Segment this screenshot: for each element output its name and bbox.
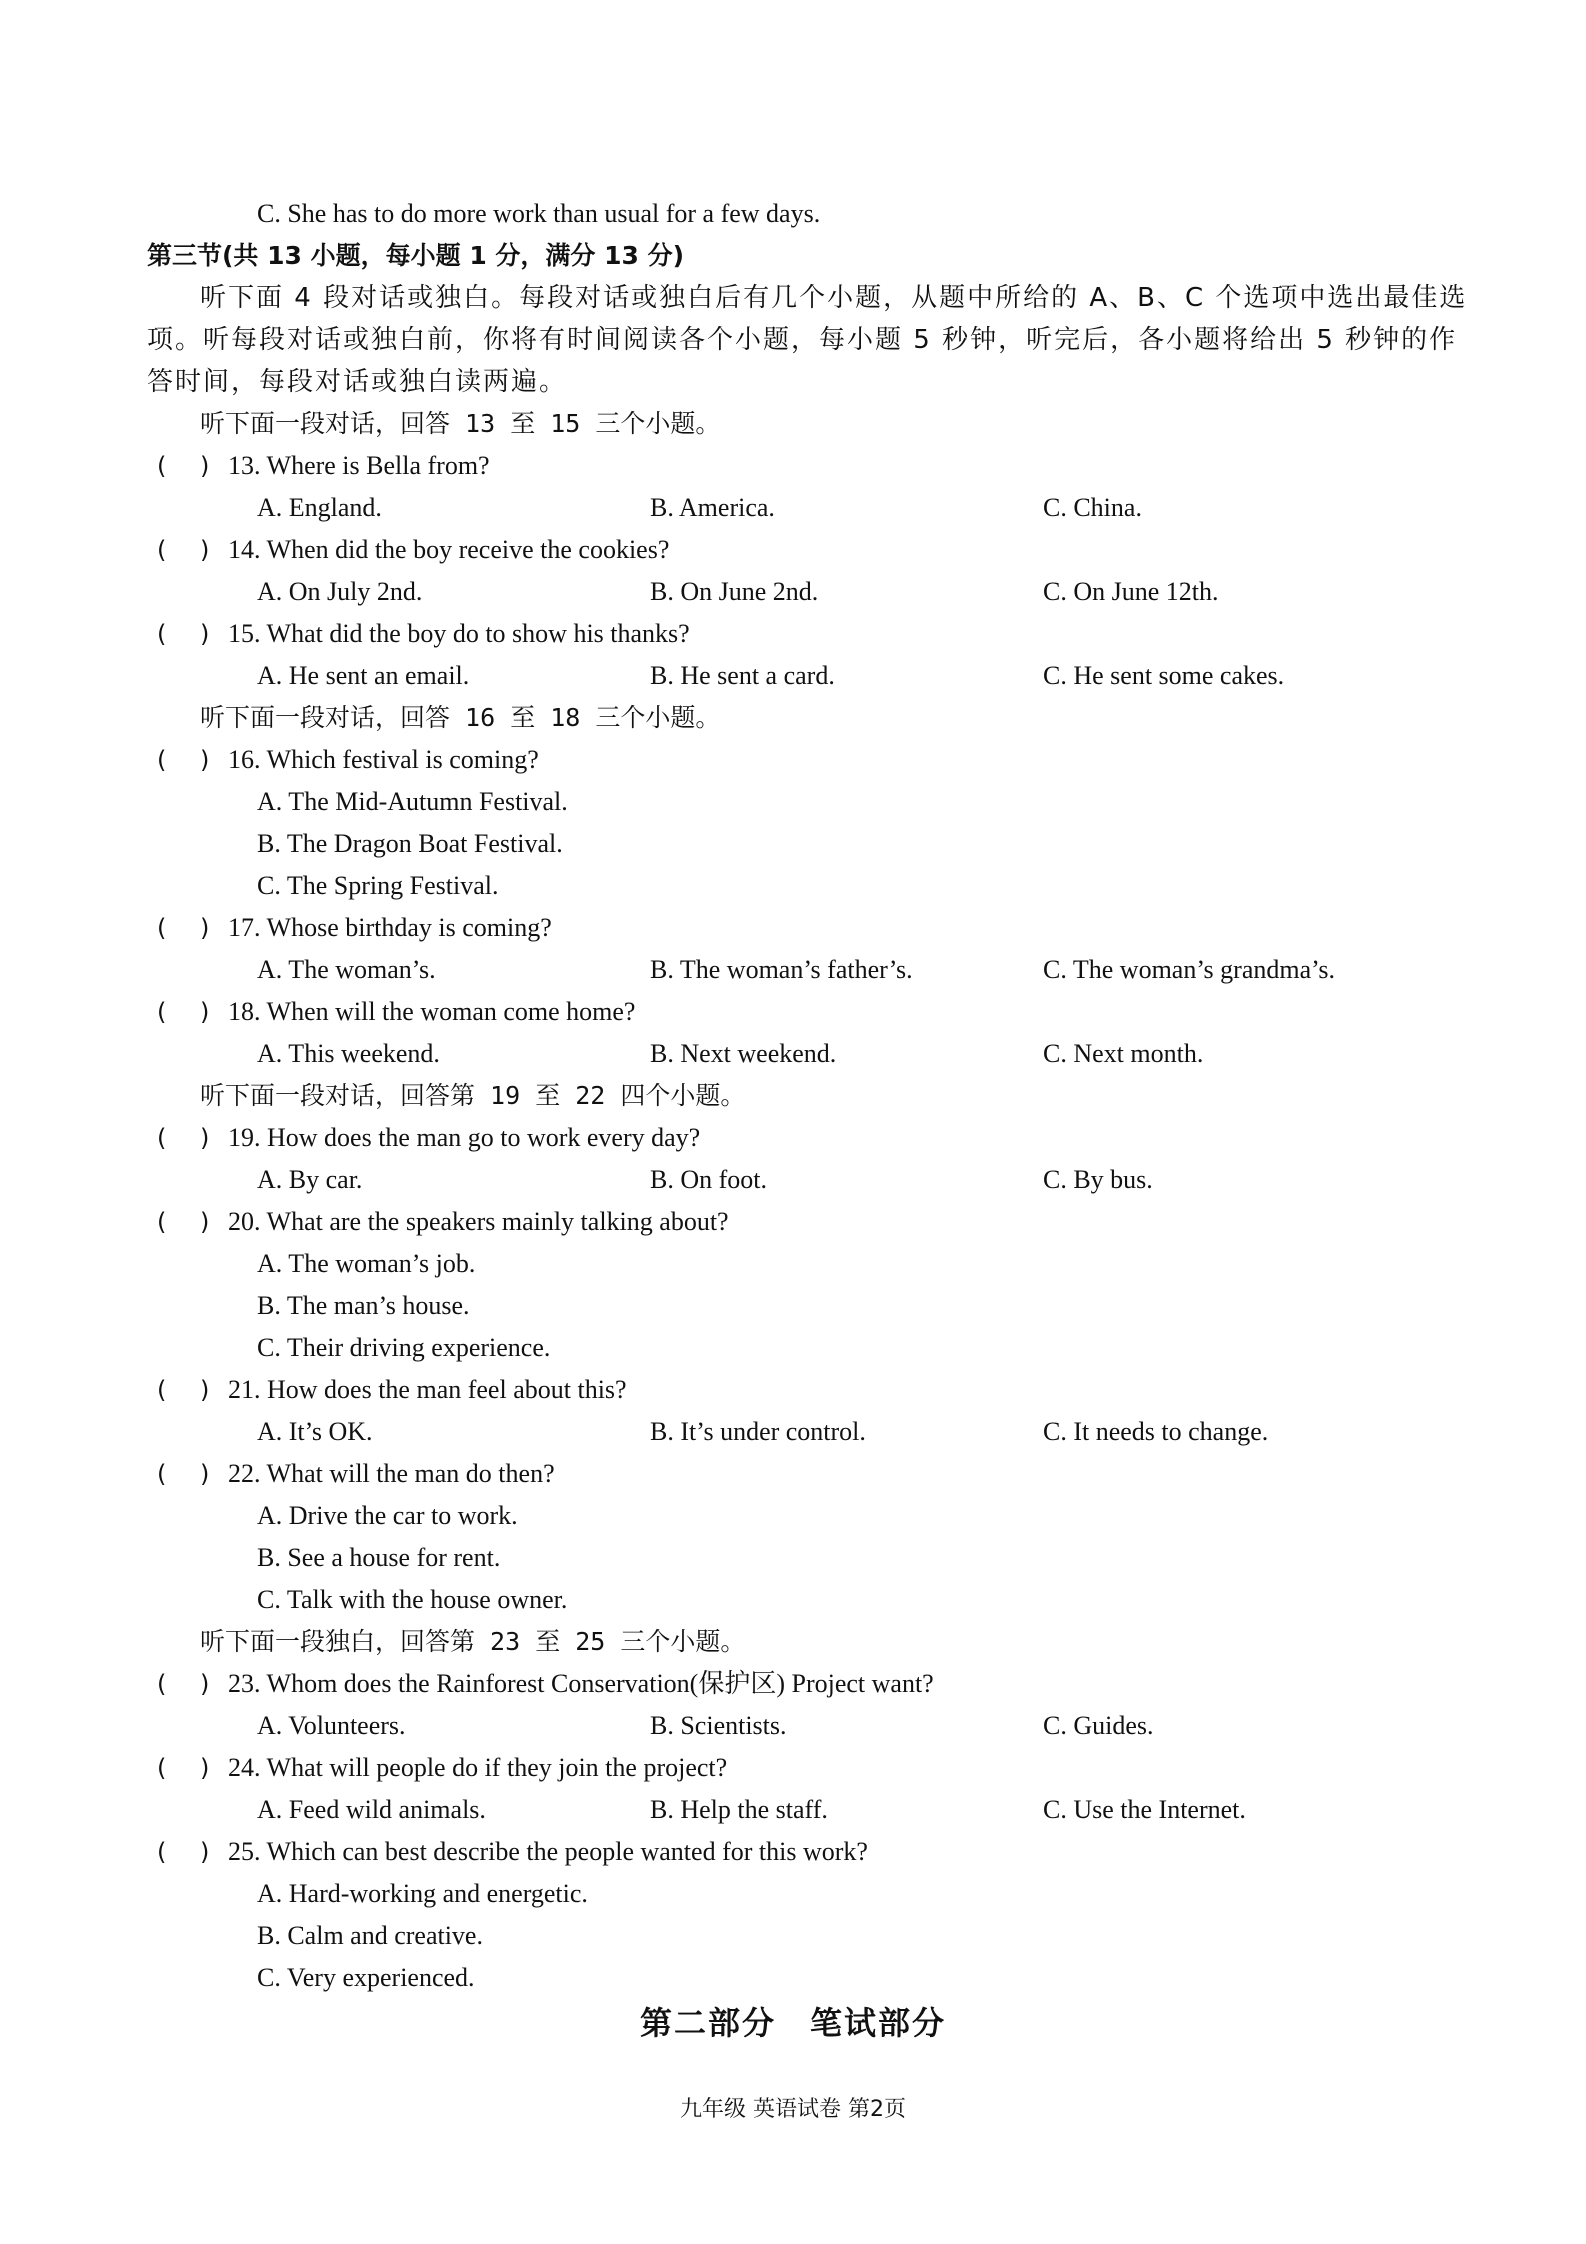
answer-blank-open: ( [157, 1838, 167, 1866]
option-c: C. Next month. [1043, 1039, 1204, 1068]
footer-line [0, 2088, 1586, 2128]
option-c: C. Use the Internet. [1043, 1795, 1246, 1824]
listening-direction-3: 听下面一段对话，回答第 19 至 22 四个小题。 [200, 1081, 746, 1110]
part-two-title: 第二部分 笔试部分 [639, 2004, 946, 2042]
question-text: 22. What will the man do then? [228, 1459, 555, 1488]
option-b: B. He sent a card. [650, 661, 835, 690]
previous-question-option-line [0, 194, 1586, 234]
listening-direction-1: 听下面一段对话，回答 13 至 15 三个小题。 [200, 409, 721, 438]
option-b: B. The man’s house. [257, 1291, 470, 1320]
option-c: C. The woman’s grandma’s. [1043, 955, 1335, 984]
question-25-option-b-line [0, 1916, 1586, 1956]
option-a: A. Volunteers. [257, 1711, 406, 1740]
option-a: A. It’s OK. [257, 1417, 373, 1446]
question-22 [0, 1454, 1586, 1494]
option-c: C. Their driving experience. [257, 1333, 551, 1362]
answer-blank-close: ) [200, 1208, 210, 1236]
question-18 [0, 992, 1586, 1032]
question-14-options [0, 572, 1586, 612]
option-c: C. Talk with the house owner. [257, 1585, 568, 1614]
option-b: B. It’s under control. [650, 1417, 866, 1446]
instruction-text-2: 项。听每段对话或独白前，你将有时间阅读各个小题，每小题 5 秒钟，听完后，各小题将给出 5 秒钟的作 [147, 325, 1458, 355]
answer-blank-close: ) [200, 998, 210, 1026]
option-a: A. England. [257, 493, 382, 522]
instruction-line-1 [0, 278, 1586, 318]
option-a: A. This weekend. [257, 1039, 440, 1068]
question-22-option-c-line [0, 1580, 1586, 1620]
question-20 [0, 1202, 1586, 1242]
question-text: 24. What will people do if they join the project? [228, 1753, 728, 1782]
direction-line-2 [0, 698, 1586, 738]
question-25-option-a-line [0, 1874, 1586, 1914]
direction-line-1 [0, 404, 1586, 444]
answer-blank-open: ( [157, 1460, 167, 1488]
option-c: C. Guides. [1043, 1711, 1154, 1740]
answer-blank-close: ) [200, 536, 210, 564]
section-heading-line [0, 236, 1586, 276]
question-text: 23. Whom does the Rainforest Conservation(保护区) Project want? [228, 1669, 934, 1698]
question-20-option-b-line [0, 1286, 1586, 1326]
option-c-previous: C. She has to do more work than usual for a few days. [257, 199, 821, 228]
question-17-options [0, 950, 1586, 990]
question-15-options [0, 656, 1586, 696]
question-17 [0, 908, 1586, 948]
option-b: B. On June 2nd. [650, 577, 819, 606]
option-a: A. The woman’s. [257, 955, 436, 984]
option-a: A. The woman’s job. [257, 1249, 476, 1278]
question-text: 14. When did the boy receive the cookies? [228, 535, 670, 564]
option-b: B. Calm and creative. [257, 1921, 483, 1950]
instruction-text-3: 答时间，每段对话或独白读两遍。 [147, 367, 568, 397]
question-13 [0, 446, 1586, 486]
answer-blank-open: ( [157, 914, 167, 942]
question-22-option-a-line [0, 1496, 1586, 1536]
question-text: 25. Which can best describe the people wanted for this work? [228, 1837, 868, 1866]
answer-blank-close: ) [200, 1838, 210, 1866]
question-text: 20. What are the speakers mainly talking about? [228, 1207, 729, 1236]
instruction-text-1: 听下面 4 段对话或独白。每段对话或独白后有几个小题，从题中所给的 A、B、C 个选项中选出最佳选 [200, 283, 1468, 313]
question-19 [0, 1118, 1586, 1158]
answer-blank-open: ( [157, 1670, 167, 1698]
question-23-options [0, 1706, 1586, 1746]
option-c: C. The Spring Festival. [257, 871, 499, 900]
option-a: A. On July 2nd. [257, 577, 423, 606]
question-text: 15. What did the boy do to show his thanks? [228, 619, 690, 648]
section-title: 第三节(共 13 小题，每小题 1 分，满分 13 分) [147, 241, 685, 270]
question-20-option-a-line [0, 1244, 1586, 1284]
option-c: C. By bus. [1043, 1165, 1153, 1194]
option-b: B. The woman’s father’s. [650, 955, 913, 984]
option-b: B. The Dragon Boat Festival. [257, 829, 563, 858]
answer-blank-open: ( [157, 746, 167, 774]
answer-blank-close: ) [200, 452, 210, 480]
part-two-heading-line [0, 1998, 1586, 2048]
answer-blank-open: ( [157, 620, 167, 648]
question-20-option-c-line [0, 1328, 1586, 1368]
option-a: A. Drive the car to work. [257, 1501, 518, 1530]
option-a: A. Hard-working and energetic. [257, 1879, 588, 1908]
answer-blank-open: ( [157, 998, 167, 1026]
option-c: C. He sent some cakes. [1043, 661, 1285, 690]
answer-blank-open: ( [157, 1124, 167, 1152]
question-text: 17. Whose birthday is coming? [228, 913, 552, 942]
question-13-options [0, 488, 1586, 528]
option-a: A. Feed wild animals. [257, 1795, 486, 1824]
question-22-option-b-line [0, 1538, 1586, 1578]
question-21 [0, 1370, 1586, 1410]
option-b: B. On foot. [650, 1165, 767, 1194]
question-16-option-a-line [0, 782, 1586, 822]
question-text: 21. How does the man feel about this? [228, 1375, 627, 1404]
direction-line-4 [0, 1622, 1586, 1662]
option-c: C. On June 12th. [1043, 577, 1219, 606]
answer-blank-close: ) [200, 1754, 210, 1782]
question-text: 16. Which festival is coming? [228, 745, 539, 774]
option-a: A. He sent an email. [257, 661, 470, 690]
question-16-option-c-line [0, 866, 1586, 906]
answer-blank-close: ) [200, 1376, 210, 1404]
answer-blank-open: ( [157, 1208, 167, 1236]
option-a: A. The Mid-Autumn Festival. [257, 787, 568, 816]
answer-blank-open: ( [157, 452, 167, 480]
question-16-option-b-line [0, 824, 1586, 864]
instruction-line-2 [0, 320, 1586, 360]
question-23 [0, 1664, 1586, 1704]
question-18-options [0, 1034, 1586, 1074]
question-15 [0, 614, 1586, 654]
option-b: B. Help the staff. [650, 1795, 828, 1824]
question-24-options [0, 1790, 1586, 1830]
answer-blank-close: ) [200, 1124, 210, 1152]
answer-blank-close: ) [200, 914, 210, 942]
question-25-option-c-line [0, 1958, 1586, 1998]
question-21-options [0, 1412, 1586, 1452]
question-25 [0, 1832, 1586, 1872]
answer-blank-close: ) [200, 620, 210, 648]
question-text: 18. When will the woman come home? [228, 997, 636, 1026]
question-14 [0, 530, 1586, 570]
answer-blank-close: ) [200, 1670, 210, 1698]
answer-blank-open: ( [157, 1754, 167, 1782]
answer-blank-open: ( [157, 1376, 167, 1404]
option-c: C. Very experienced. [257, 1963, 475, 1992]
answer-blank-close: ) [200, 1460, 210, 1488]
question-24 [0, 1748, 1586, 1788]
question-19-options [0, 1160, 1586, 1200]
page-footer: 九年级 英语试卷 第2页 [680, 2097, 906, 2122]
direction-line-3 [0, 1076, 1586, 1116]
option-b: B. Next weekend. [650, 1039, 837, 1068]
question-text: 13. Where is Bella from? [228, 451, 490, 480]
question-16 [0, 740, 1586, 780]
option-b: B. Scientists. [650, 1711, 787, 1740]
answer-blank-open: ( [157, 536, 167, 564]
listening-direction-4: 听下面一段独白，回答第 23 至 25 三个小题。 [200, 1627, 746, 1656]
listening-direction-2: 听下面一段对话，回答 16 至 18 三个小题。 [200, 703, 721, 732]
question-text: 19. How does the man go to work every day? [228, 1123, 701, 1152]
option-c: C. It needs to change. [1043, 1417, 1269, 1446]
option-b: B. America. [650, 493, 775, 522]
answer-blank-close: ) [200, 746, 210, 774]
instruction-line-3 [0, 362, 1586, 402]
option-a: A. By car. [257, 1165, 363, 1194]
option-c: C. China. [1043, 493, 1142, 522]
option-b: B. See a house for rent. [257, 1543, 501, 1572]
